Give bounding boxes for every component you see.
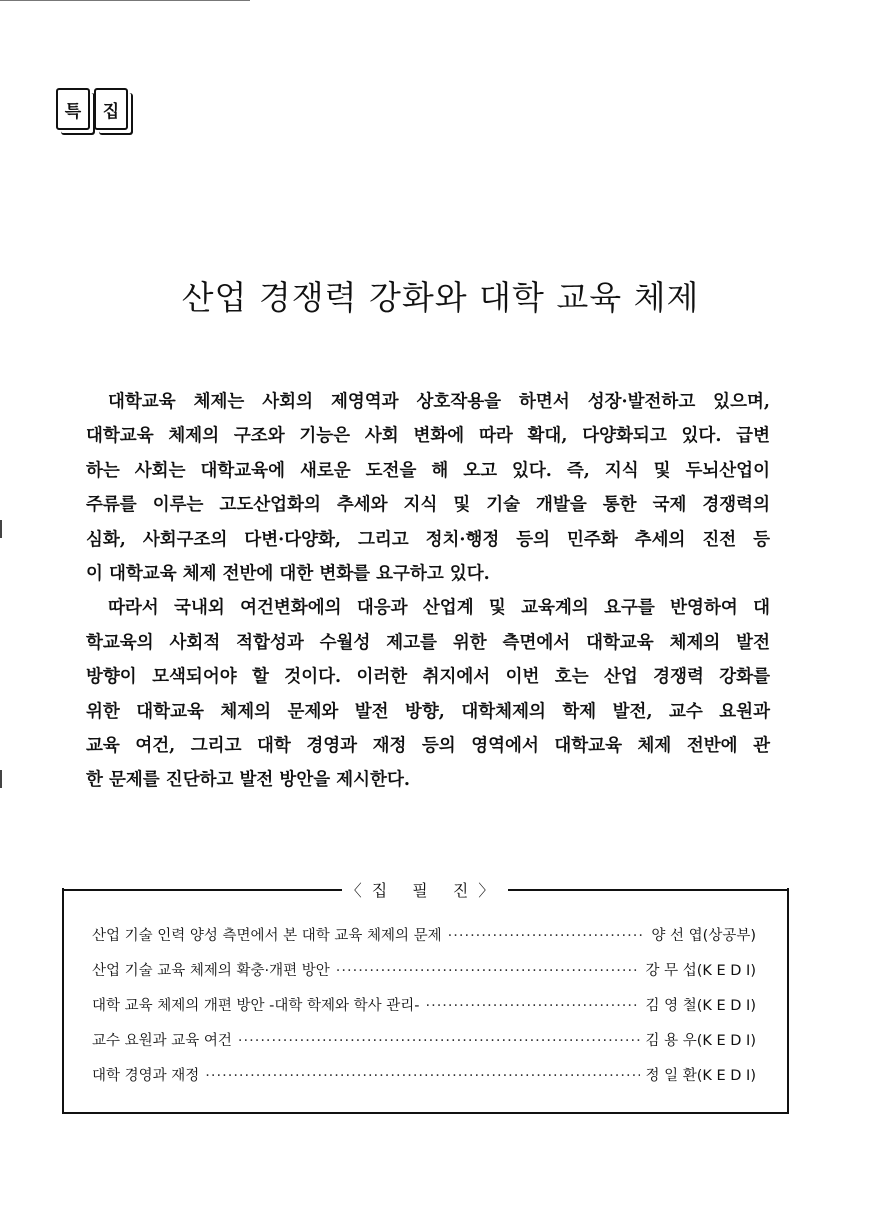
author-name: 정 일 환(K E D I) xyxy=(645,1068,756,1084)
authors-heading-label: 〈집 필 진〉 xyxy=(345,881,505,900)
article-topic: 산업 기술 교육 체제의 확충·개편 방안 xyxy=(92,963,330,979)
article-topic: 대학 교육 체제의 개편 방안 -대학 학제와 학사 관리- xyxy=(92,998,420,1014)
feature-tag xyxy=(56,88,128,130)
dot-leader xyxy=(238,1033,640,1049)
paragraph xyxy=(86,591,770,797)
paragraph xyxy=(86,385,770,591)
heading-rule-right xyxy=(508,889,788,891)
authors-heading xyxy=(62,878,788,901)
author-row xyxy=(92,1064,756,1099)
tag-char: 집 xyxy=(94,88,128,130)
article-topic: 산업 기술 인력 양성 측면에서 본 대학 교육 체제의 문제 xyxy=(92,928,442,944)
author-name: 김 용 우(K E D I) xyxy=(645,1033,756,1049)
article-topic: 대학 경영과 재정 xyxy=(92,1068,200,1084)
author-list xyxy=(92,924,756,1099)
text-line: 심화, 사회구조의 다변·다양화, 그리고 정치·행정 등의 민주화 추세의 진전 등 xyxy=(86,529,770,550)
heading-rule-left xyxy=(62,889,342,891)
dot-leader xyxy=(425,998,639,1014)
tag-char: 특 xyxy=(56,88,90,130)
author-row xyxy=(92,959,756,994)
dot-leader xyxy=(448,928,646,944)
margin-mark xyxy=(0,770,2,788)
intro-paragraphs xyxy=(86,385,770,798)
text-line: 한 문제를 진단하고 발전 방안을 제시한다. xyxy=(86,770,410,791)
author-row xyxy=(92,1029,756,1064)
text-line: 주류를 이루는 고도산업화의 추세와 지식 및 기술 개발을 통한 국제 경쟁력의 xyxy=(86,495,770,516)
author-name: 강 무 섭(K E D I) xyxy=(645,963,756,979)
page-title: 산업 경쟁력 강화와 대학 교육 체제 xyxy=(181,278,700,318)
text-line: 대학교육 체제의 구조와 기능은 사회 변화에 따라 확대, 다양화되고 있다. 급변 xyxy=(86,426,770,447)
dot-leader xyxy=(336,963,640,979)
margin-mark xyxy=(0,520,2,538)
author-row xyxy=(92,994,756,1029)
top-rule xyxy=(0,0,250,1)
author-name: 김 영 철(K E D I) xyxy=(645,998,756,1014)
dot-leader xyxy=(205,1068,639,1084)
text-line: 방향이 모색되어야 할 것이다. 이러한 취지에서 이번 호는 산업 경쟁력 강화를 xyxy=(86,667,770,688)
text-line: 따라서 국내외 여건변화에의 대응과 산업계 및 교육계의 요구를 반영하여 대 xyxy=(108,598,770,619)
text-line: 교육 여건, 그리고 대학 경영과 재정 등의 영역에서 대학교육 체제 전반에 관 xyxy=(86,735,770,756)
text-line: 하는 사회는 대학교육에 새로운 도전을 해 오고 있다. 즉, 지식 및 두뇌산업이 xyxy=(86,460,770,481)
author-row xyxy=(92,924,756,959)
text-line: 이 대학교육 체제 전반에 대한 변화를 요구하고 있다. xyxy=(86,563,490,584)
text-line: 대학교육 체제는 사회의 제영역과 상호작용을 하면서 성장·발전하고 있으며, xyxy=(108,392,770,412)
text-line: 위한 대학교육 체제의 문제와 발전 방향, 대학체제의 학제 발전, 교수 요원과 xyxy=(86,701,770,722)
article-topic: 교수 요원과 교육 여건 xyxy=(92,1033,232,1049)
author-name: 양 선 엽(상공부) xyxy=(651,928,756,944)
text-line: 학교육의 사회적 적합성과 수월성 제고를 위한 측면에서 대학교육 체제의 발전 xyxy=(86,632,770,653)
